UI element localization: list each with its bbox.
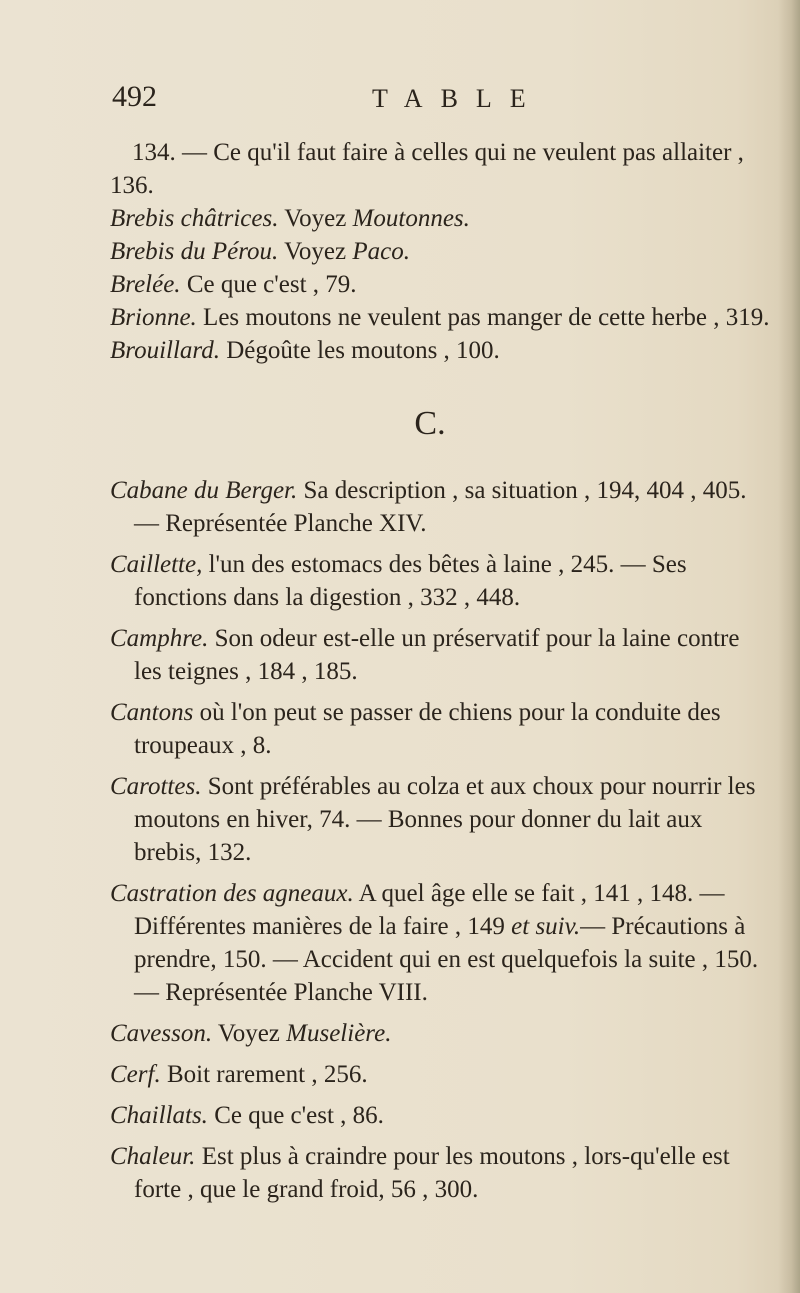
index-entry: Brebis du Pérou. Voyez Paco. <box>110 238 410 265</box>
index-entry: Cabane du Berger. Sa description , sa situation , 194, 404 , 405. — Représentée Planche XIV. <box>110 477 747 537</box>
running-title: TABLE <box>372 84 544 113</box>
index-entry: Cavesson. Voyez Muselière. <box>110 1020 392 1047</box>
page-number: 492 <box>112 80 157 113</box>
index-entry: Brelée. Ce que c'est , 79. <box>110 271 357 298</box>
index-entry: Cantons où l'on peut se passer de chiens pour la conduite des troupeaux , 8. <box>110 699 721 759</box>
page-header <box>112 80 672 130</box>
index-entry: Brouillard. Dégoûte les moutons , 100. <box>110 337 500 364</box>
index-entry: Camphre. Son odeur est-elle un préservatif pour la laine contre les teignes , 184 , 185. <box>110 625 740 685</box>
index-entry: Carottes. Sont préférables au colza et aux choux pour nourrir les moutons en hiver, 74. — Bonnes pour donner du lait aux brebis, 132. <box>110 773 756 866</box>
index-entry: Cerf. Boit rarement , 256. <box>110 1061 368 1088</box>
index-entry: Chaleur. Est plus à craindre pour les moutons , lors-qu'elle est forte , que le grand froid, 56 , 300. <box>110 1143 730 1203</box>
index-content <box>110 136 770 1214</box>
index-entry: Caillette, l'un des estomacs des bêtes à laine , 245. — Ses fonctions dans la digestion , 332 , 448. <box>110 551 687 611</box>
section-c-entries <box>110 474 770 1206</box>
letter-heading: C. <box>414 405 446 442</box>
index-entry: Castration des agneaux. A quel âge elle se fait , 141 , 148. — Différentes manières de la faire , 149 et suiv.— Précautions à prendre, 150. — Accident qui en est quelquefois la suite , 150. — Représentée Planche VIII. <box>110 880 759 1006</box>
page-edge-shadow <box>778 0 800 1293</box>
index-entry: Chaillats. Ce que c'est , 86. <box>110 1102 384 1129</box>
index-entry: Brebis châtrices. Voyez Moutonnes. <box>110 205 470 232</box>
section-b-entries <box>110 136 770 367</box>
index-entry: 134. — Ce qu'il faut faire à celles qui ne veulent pas allaiter , 136. <box>110 139 744 199</box>
index-entry: Brionne. Les moutons ne veulent pas manger de cette herbe , 319. <box>110 304 770 331</box>
